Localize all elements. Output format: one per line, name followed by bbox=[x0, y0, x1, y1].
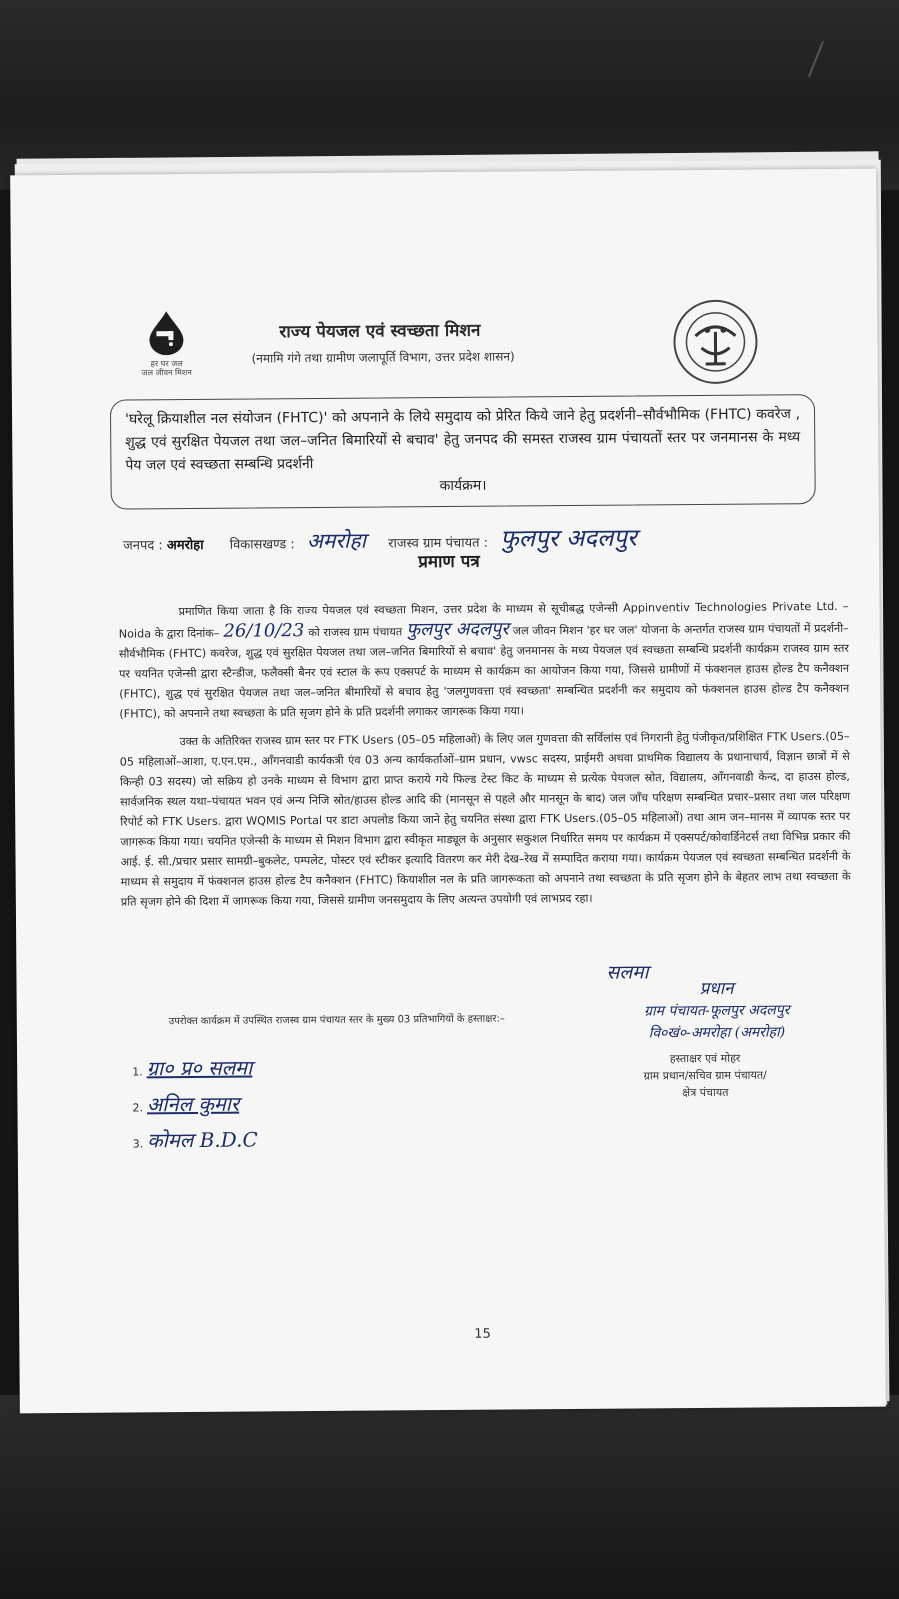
pradhan-stamp bbox=[596, 977, 837, 1045]
pradhan-panchayat: ग्राम पंचायत-फूलपुर अदलपुर bbox=[643, 1002, 790, 1020]
certificate-title: प्रमाण पत्र bbox=[418, 551, 480, 573]
participant-row bbox=[132, 1090, 257, 1127]
participants-intro: उपरोक्त कार्यक्रम में उपस्थित राजस्व ग्राम पंचायत स्तर के मुख्य 03 प्रतिभागियों के हस्ताक्षर:– bbox=[168, 1013, 505, 1028]
block-label: विकासखण्ड : bbox=[229, 537, 295, 553]
photo-background-bottom bbox=[0, 1395, 899, 1599]
participant-row bbox=[132, 1054, 257, 1091]
sign-seal-label: हस्ताक्षर एवं मोहर bbox=[669, 1051, 741, 1066]
emblem-seal-icon bbox=[671, 298, 760, 387]
pradhan-block: वि०खं०-अमरोहा (अमरोहा) bbox=[648, 1024, 786, 1042]
participant-number: 1. bbox=[132, 1065, 143, 1079]
signature-instructions bbox=[585, 1049, 825, 1102]
participants-list bbox=[132, 1054, 258, 1163]
program-description: 'घरेलू क्रियाशील नल संयोजन (FHTC)' को अपनाने के लिये समुदाय को प्रेरित किये जाने हेतु प्रदर्शनी–सौर्वभौमिक (FHTC) कवरेज , शुद्ध एवं सुरक्षित पेयजल तथा जल–जनित बिमारियों से बचाव' हेतु जनपद की समस्त राजस्व ग्राम पंचायतों स्तर पर जनमानस के मध्य पेय जल एवं स्वच्छता सम्बन्धि प्रदर्शनी bbox=[125, 406, 801, 474]
location-row bbox=[123, 521, 637, 558]
role-line-2: क्षेत्र पंचायत bbox=[682, 1085, 729, 1100]
panchayat-handwritten: फुलपुर अदलपुर bbox=[406, 618, 509, 641]
pradhan-signature: सलमा bbox=[606, 961, 649, 984]
logo-caption: हर घर जल bbox=[150, 359, 183, 369]
role-line-1: ग्राम प्रधान/सचिव ग्राम पंचायत/ bbox=[643, 1068, 767, 1083]
logo-subcaption: जल जीवन मिशन bbox=[141, 367, 192, 378]
para1-part-b: को राजस्व ग्राम पंचायत bbox=[308, 625, 403, 640]
para1-part-c: जल जीवन मिशन 'हर घर जल' योजना के अन्तर्गत राजस्व ग्राम पंचायतों में प्रदर्शनी–सौर्वभौमिक (FHTC) कवरेज, शुद्ध एवं सुरक्षित पेयजल तथा जल–जनित बिमारियों से बचाव' हेतु जनमानस के मध्य पेयजल एवं स्वच्छता सम्बन्धि प्रदर्शनी कार्यक्रम राजस्व ग्राम स्तर पर चयनित एजेन्सी द्वारा स्टैन्डीज, फलैक्सी बैनर एवं स्टाल के रूप एक्सपर्ट के माध्यम से कार्यक्रम का आयोजन किया गया, जिससे ग्रामीणों में फंक्शनल हाउस होल्ड टैप कनैक्शन (FHTC), शुद्ध एवं सुरक्षित पेयजल तथा जल–जनित बीमारियों से बचाव हेतु 'जलगुणवत्ता एवं स्वच्छता' सम्बन्धित प्रदर्शनी कर समुदाय को फंक्शनल हाउस होल्ड टैप कनैक्शन (FHTC), को अपनाने तथा स्वच्छता के प्रति सृजग होने के प्रति प्रदर्शनी लगाकर जागरूक किया गया। bbox=[118, 621, 850, 721]
district-label: जनपद : bbox=[123, 538, 163, 554]
block-value-handwritten: अमरोहा bbox=[306, 528, 367, 554]
participant-number: 2. bbox=[132, 1101, 144, 1115]
program-description-box bbox=[110, 394, 816, 510]
date-handwritten: 26/10/23 bbox=[223, 620, 305, 642]
participant-row bbox=[133, 1126, 258, 1163]
certificate-paragraph-1 bbox=[119, 597, 850, 725]
para2-text: उक्त के अतिरिक्त राजस्व ग्राम स्तर पर FTK Users (05–05 महिलाओं) के लिए जल गुणवत्ता की सर्विलांस एवं निगरानी हेतु पंजीकृत/प्रशिक्षित FTK Users.(05–05 महिलाओं–आशा, ए.एन.एम., आँगनवाडी कार्यकत्री एंव 03 अन्य कार्यकर्ताओं–ग्राम प्रधान, vwsc सदस्य, प्राईमरी अथवा प्राथमिक विद्यालय के प्रधानाचार्य, विज्ञान छात्रों में से किन्ही 03 सदस्य) जो सक्रिय हो उनके माध्यम से विभाग द्वारा प्राप्त कराये गये फिल्ड टेस्ट किट के माध्यम से प्रत्येक पेयजल स्रोत, विद्यालय, आँगनवाडी केन्द, दा हाउस होल्ड, सार्वजनिक स्थल यथा–पंचायत भवन एवं अन्य निजि स्रोत/हाउस होल्ड आदि की (मानसून से पहले और मानसून के बाद) जल जाँच परिक्षण सम्बन्धित प्रचार–प्रसार तथा जल परिक्षण रिपोर्ट को FTK Users. द्वारा WQMIS Portal पर डाटा अपलोड किया जाने हेतु चयनित संस्था द्वारा FTK Users.(05–05 महिलाओं) तथा आम जन–मानस में व्यापक स्तर पर जागरूक किया गया। चयनित एजेन्सी के माध्यम से मिशन विभाग द्वारा स्वीकृत माड्यूल के अनुसार सकुशल निर्धारित समय पर कार्यक्रम में एक्सपर्ट/कोवार्डिनेटर्स तथा विभिन्न प्रकार की आई. ई. सी./प्रचार प्रसार सामग्री–बुकलेट, पम्पलेट, पोस्टर एवं स्टीकर इत्यादि वितरण कर मेरी देख–रेख में सम्पादित कराया गया। कार्यक्रम पेयजल एवं स्वच्छता सम्बन्धित प्रदर्शनी के माध्यम से समुदाय में फंक्शनल हाउस होल्ड टैप कनैक्शन (FHTC) कियाशील नल के प्रति जागरूकता को अपनाने तथा स्वच्छता के प्रति सृजग होने के बेहतर लाभ तथा स्वच्छता के प्रति सृजग होने की दिशा में जागरूक किया गया, जिससे ग्रामीण जनसमुदाय के लिए अत्यन्त उपयोगी एवं लाभप्रद रहा। bbox=[119, 729, 851, 909]
participant-number: 3. bbox=[132, 1137, 144, 1151]
participant-signature: ग्रा० प्र० सलमा bbox=[146, 1055, 253, 1081]
participant-signature: अनिल कुमार bbox=[146, 1091, 240, 1117]
mission-title: राज्य पेयजल एवं स्वच्छता मिशन bbox=[279, 320, 481, 343]
panchayat-label: राजस्व ग्राम पंचायत : bbox=[388, 535, 489, 552]
panchayat-value-handwritten: फुलपुर अदलपुर bbox=[500, 523, 637, 553]
water-drop-icon bbox=[143, 309, 189, 355]
page-number: 15 bbox=[474, 1326, 491, 1342]
certificate-page bbox=[10, 169, 886, 1414]
program-description-end: कार्यक्रम। bbox=[439, 477, 487, 495]
certificate-paragraph-2 bbox=[120, 727, 851, 913]
mission-subtitle: (नमामि गंगे तथा ग्रामीण जलापूर्ति विभाग, उत्तर प्रदेश शासन) bbox=[251, 349, 515, 366]
participant-signature: कोमल B.D.C bbox=[147, 1127, 258, 1153]
para1-part-a: प्रमाणित किया जाता है कि राज्य पेयजल एवं स्वच्छता मिशन, उत्तर प्रदेश के माध्यम से सूचीबद्ध एजेन्सी Appinventiv Technologies Private Ltd. – Noida के द्वारा दिनांक– bbox=[118, 599, 849, 641]
up-government-emblem bbox=[671, 298, 760, 391]
pradhan-title: प्रधान bbox=[699, 978, 734, 1000]
district-value: अमरोहा bbox=[166, 537, 204, 554]
har-ghar-jal-logo bbox=[126, 309, 207, 378]
